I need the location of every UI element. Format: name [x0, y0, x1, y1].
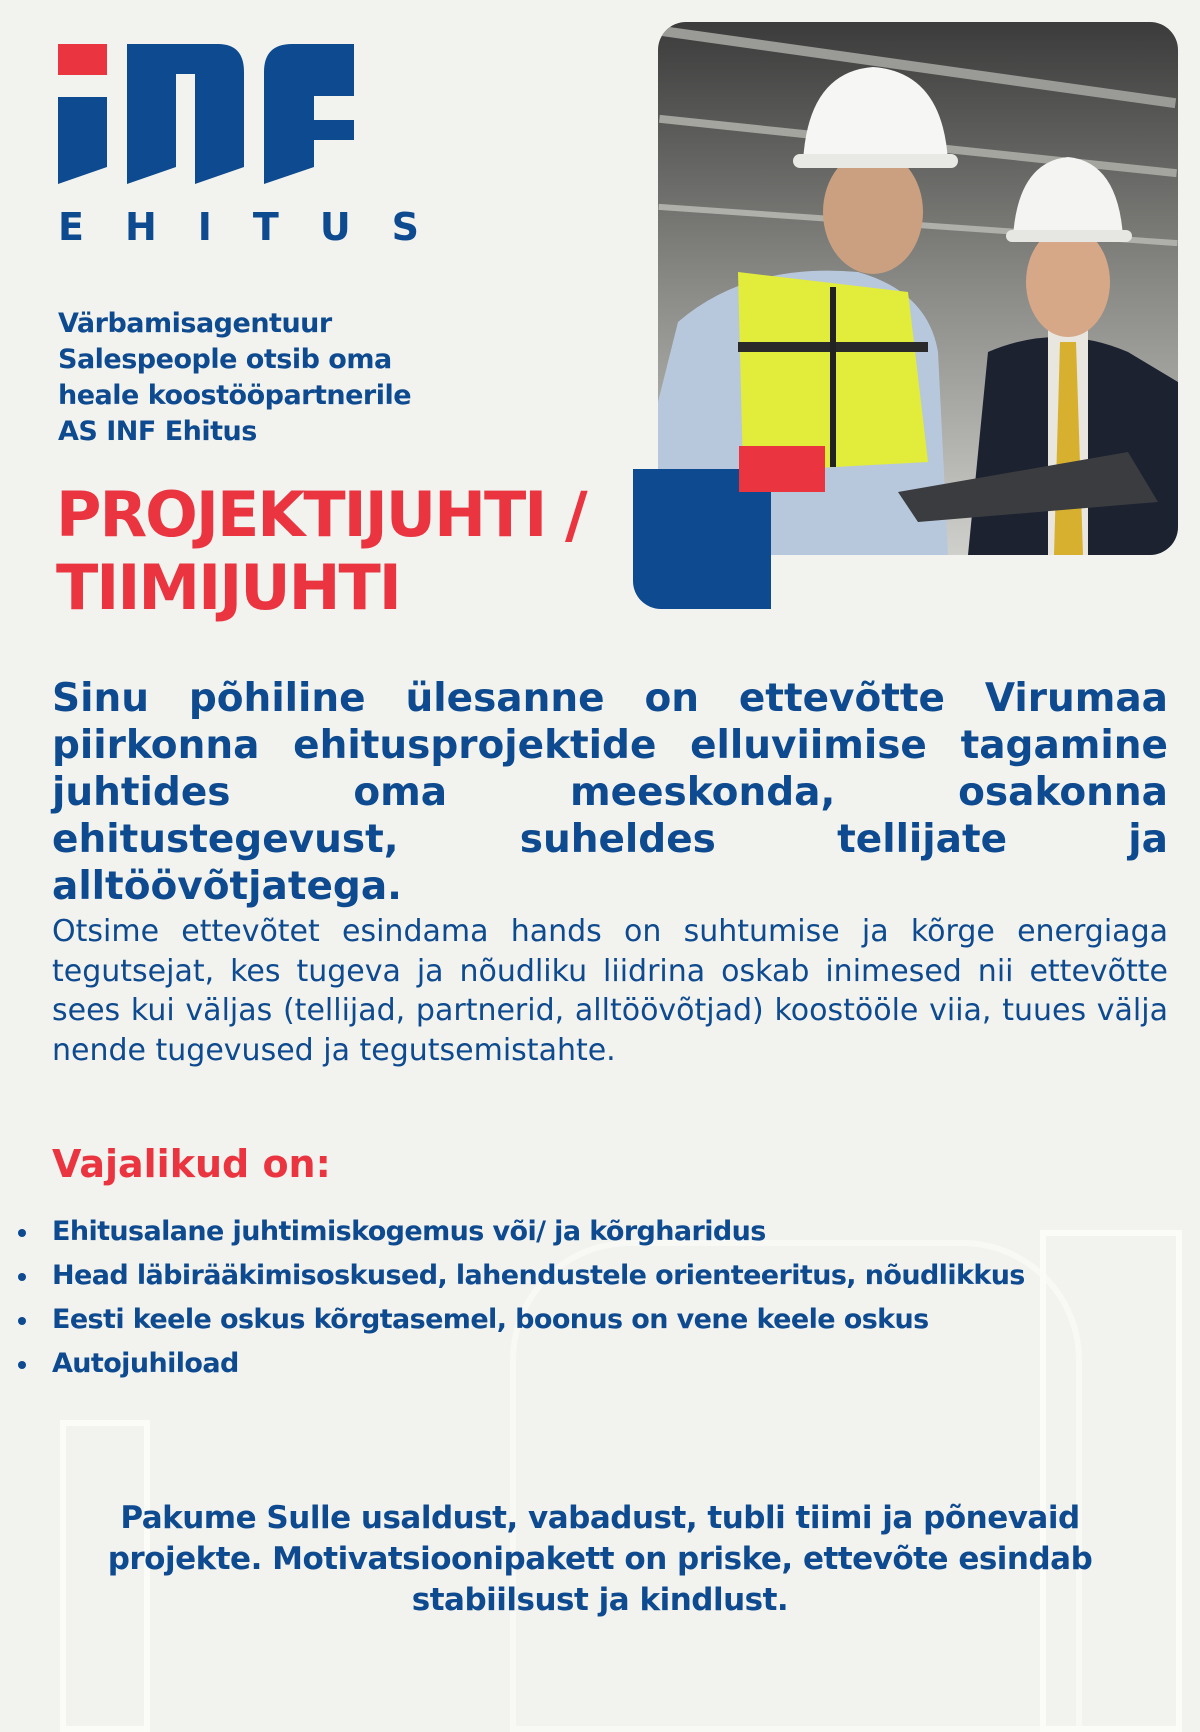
intro-line: Värbamisagentuur — [58, 308, 332, 339]
bullet-icon — [18, 1229, 26, 1237]
inf-logo — [58, 44, 354, 184]
intro-text — [58, 306, 478, 450]
offer-text — [80, 1498, 1120, 1621]
job-title — [56, 478, 586, 624]
bullet-icon — [18, 1273, 26, 1281]
job-title-line: TIIMIJUHTI — [56, 551, 400, 624]
list-item — [14, 1254, 1025, 1298]
job-title-line: PROJEKTIJUHTI / — [56, 478, 586, 551]
intro-line: Salespeople otsib oma — [58, 344, 392, 375]
list-item-text: Ehitusalane juhtimiskogemus või/ ja kõrgharidus — [52, 1216, 766, 1247]
lead-paragraph: Sinu põhiline ülesanne on ettevõtte Virumaa piirkonna ehitusprojektide elluviimise tagamine juhtides oma meeskonda, osakonna ehitustegevust, suheldes tellijate ja alltöövõtjatega. — [52, 676, 1168, 909]
body-paragraph: Otsime ettevõtet esindama hands on suhtumise ja kõrge energiaga tegutsejat, kes tugeva ja nõudliku liidrina oskab inimesed nii ettevõtte sees kui väljas (tellijad, partnerid, alltöövõtjad) koostööle viia, tuues välja nende tugevused ja tegutsemistahte. — [52, 914, 1168, 1068]
list-item-text: Eesti keele oskus kõrgtasemel, boonus on vene keele oskus — [52, 1304, 929, 1335]
offer-line: stabiilsust ja kindlust. — [411, 1582, 789, 1618]
logo-subtitle: EHITUS — [58, 205, 461, 249]
offer-line: Pakume Sulle usaldust, vabadust, tubli tiimi ja põnevaid — [120, 1500, 1080, 1536]
list-item-text: Head läbirääkimisoskused, lahendustele orienteeritus, nõudlikkus — [52, 1260, 1025, 1291]
list-item — [14, 1298, 1025, 1342]
list-item-text: Autojuhiload — [52, 1348, 239, 1379]
decor-red-rect — [739, 446, 825, 492]
watermark-letter-f — [1040, 1230, 1182, 1732]
list-item — [14, 1210, 1025, 1254]
list-item — [14, 1342, 1025, 1386]
bullet-icon — [18, 1361, 26, 1369]
bullet-icon — [18, 1317, 26, 1325]
requirements-heading: Vajalikud on: — [52, 1142, 331, 1186]
intro-line: AS INF Ehitus — [58, 416, 257, 447]
requirements-list — [14, 1210, 1025, 1386]
intro-line: heale koostööpartnerile — [58, 380, 412, 411]
offer-line: projekte. Motivatsioonipakett on priske, ettevõte esindab — [107, 1541, 1093, 1577]
